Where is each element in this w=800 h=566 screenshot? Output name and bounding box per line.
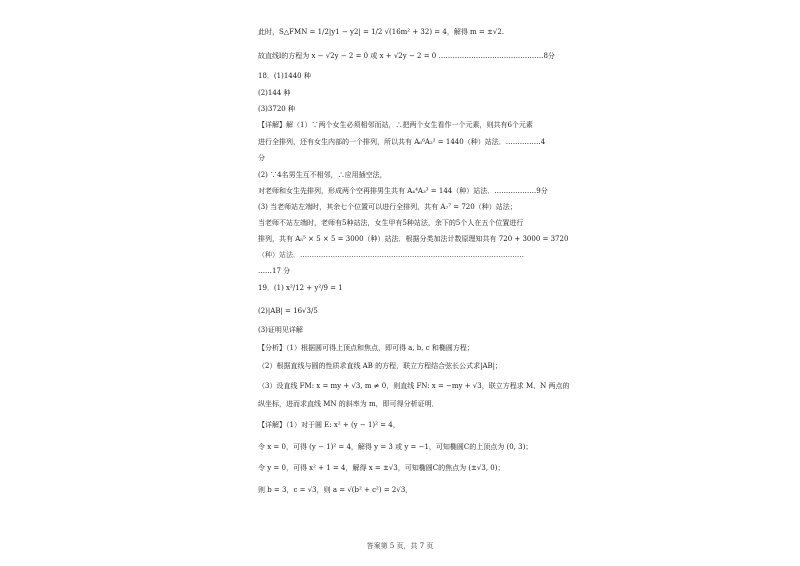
text-line-22: 纵坐标，进而求直线 MN 的斜率为 m，即可得分析证明． bbox=[258, 400, 439, 408]
text-line-19: 【分析】（1）根据圆可得上顶点和焦点，即可得 a, b, c 和椭圆方程； bbox=[258, 344, 474, 352]
text-line-4: (2)144 种 bbox=[258, 89, 291, 97]
text-line-17: (2)|AB| = 16√3/5 bbox=[258, 307, 318, 315]
text-line-6: 【详解】解（1）∵两个女生必须相邻而站，∴把两个女生看作一个元素，则共有6个元素 bbox=[258, 121, 533, 129]
text-line-23: 【详解】（1）对于圆 E: x² + (y − 1)² = 4， bbox=[258, 421, 400, 429]
page-footer: 答案第 5 页，共 7 页 bbox=[366, 542, 434, 550]
text-line-13: 排列，共有 A₅⁵ × 5 × 5 = 3000（种）站法．根据分类加法计数原理知共有 720 + 3000 = 3720 bbox=[258, 235, 569, 243]
text-line-25: 令 y = 0，可得 x² + 1 = 4，解得 x = ±√3，可知椭圆C的焦点为 (±√3, 0)； bbox=[258, 464, 505, 472]
text-line-14: （种）站法．…………………………………………………………………………………… bbox=[258, 251, 524, 259]
text-line-12: 当老师不站左端时，老师有5种站法，女生甲有5种站法，余下的5个人在五个位置进行 bbox=[258, 219, 524, 227]
text-line-11: (3) 当老师站左端时，其余七个位置可以进行全排列，共有 A₇⁷ = 720（种）站法； bbox=[258, 203, 517, 211]
text-line-21: （3）设直线 FM: x = my + √3, m ≠ 0，则直线 FN: x = −my + √3，联立方程求 M、N 两点的 bbox=[258, 382, 570, 390]
text-line-2: 故直线l的方程为 x − √2y − 2 = 0 或 x + √2y − 2 = 0 ………………………………………8分 bbox=[258, 52, 555, 60]
text-line-9: (2) ∵4名男生互不相邻，∴应用插空法， bbox=[258, 171, 387, 179]
text-line-3: 18．(1)1440 种 bbox=[258, 72, 311, 80]
text-line-5: (3)3720 种 bbox=[258, 105, 295, 113]
text-line-26: 则 b = 3，c = √3，则 a = √(b² + c²) = 2√3， bbox=[258, 486, 413, 494]
text-line-1: 此时，S△FMN = 1/2|y1 − y2| = 1/2 √(16m² + 32) = 4，解得 m = ±√2. bbox=[258, 28, 505, 36]
text-line-7: 进行全排列，还有女生内部的一个排列，所以共有 A₆⁶A₂² = 1440（种）站法．……………4 bbox=[258, 138, 546, 146]
text-line-8: 分 bbox=[258, 154, 265, 162]
text-line-16: 19．(1) x²/12 + y²/9 = 1 bbox=[258, 284, 343, 292]
text-line-20: （2）根据直线与圆的性质求直线 AB 的方程，联立方程结合弦长公式求|AB|； bbox=[258, 362, 503, 370]
text-line-15: ……17 分 bbox=[258, 267, 291, 275]
text-line-24: 令 x = 0，可得 (y − 1)² = 4，解得 y = 3 或 y = −1，可知椭圆C的上顶点为 (0, 3)； bbox=[258, 443, 533, 451]
text-line-10: 对老师和女生先排列，形成两个空再排男生共有 A₄⁴A₃³ = 144（种）站法．………………9分 bbox=[258, 187, 548, 195]
text-line-18: (3)证明见详解 bbox=[258, 326, 303, 334]
